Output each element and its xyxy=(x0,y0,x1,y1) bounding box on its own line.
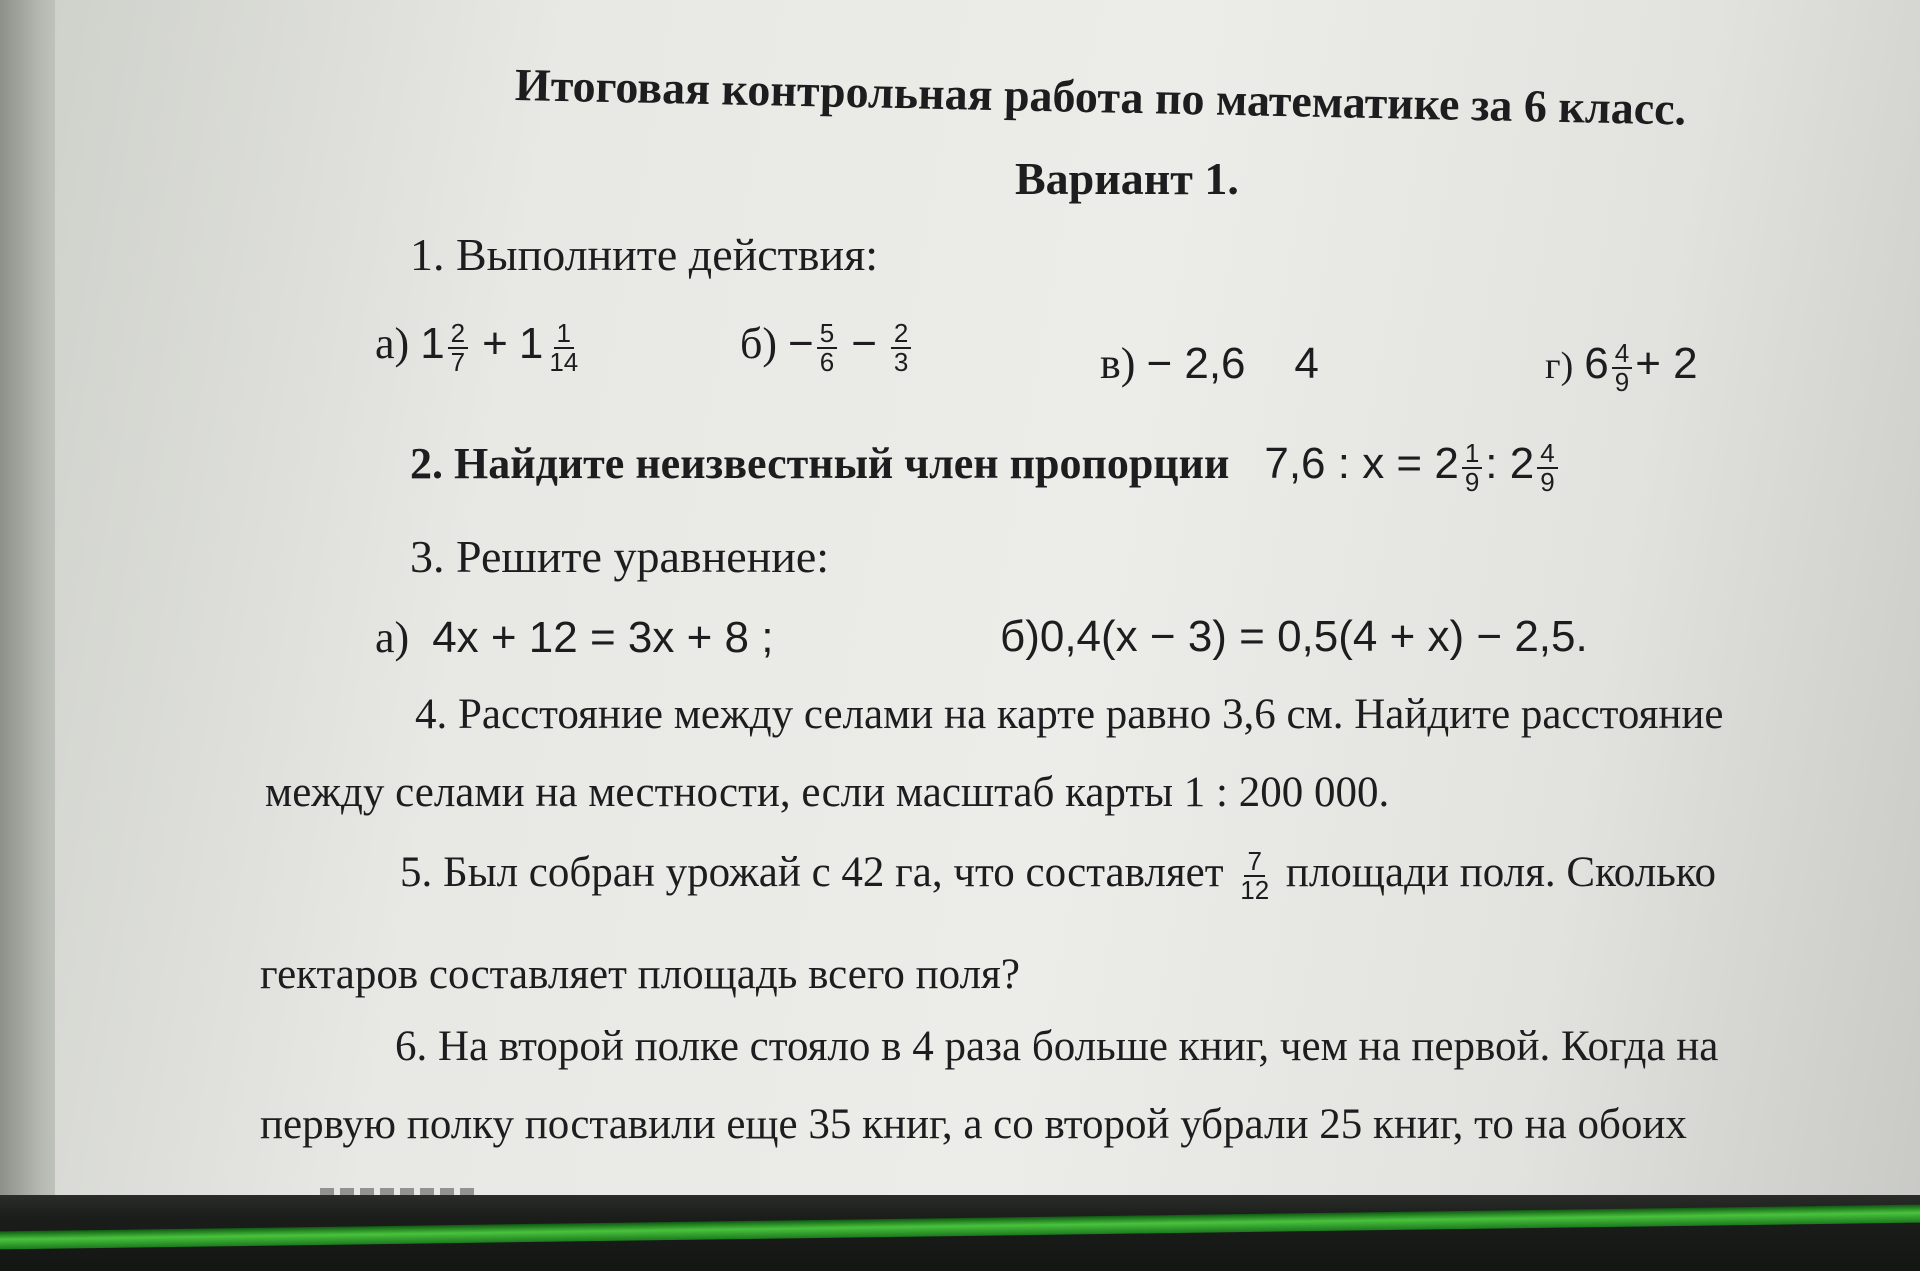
task6-line2: первую полку поставили еще 35 книг, а со второй убрали 25 книг, то на обоих xyxy=(260,1101,1687,1148)
task1-a-operator: + xyxy=(482,319,508,368)
task1-a-label: а) xyxy=(375,319,410,368)
task1-v-expression: − 2,6 4 xyxy=(1146,339,1319,388)
variant-heading: Вариант 1. xyxy=(1015,153,1239,204)
task3-a-label: а) xyxy=(375,613,410,662)
task1-a-whole1: 1 xyxy=(420,319,445,368)
task1-b-minus: − xyxy=(788,319,814,368)
task1-a-whole2: 1 xyxy=(518,319,544,368)
task5-line1 xyxy=(400,848,1716,905)
task1-a-fraction2: $\frac{1}{14}$ xyxy=(549,317,579,377)
task6-line1: 6. На второй полке стояло в 4 раза больше книг, чем на первой. Когда на xyxy=(395,1023,1719,1070)
task1-g xyxy=(1545,338,1698,396)
task5-line2: гектаров составляет площадь всего поля? xyxy=(260,951,1020,998)
task2-fraction2: $\frac{4}{9}$ xyxy=(1537,440,1557,497)
task1-heading: 1. Выполните действия: xyxy=(410,229,879,280)
task1-b-operator: − xyxy=(851,319,877,368)
task2-expression: 7,6 : x = 2 xyxy=(1264,439,1459,488)
task1-v-label: в) xyxy=(1100,339,1136,388)
task5-start: 5. Был собран урожай с 42 га, что составляет xyxy=(400,849,1224,897)
task1-a xyxy=(375,318,584,376)
task2-fraction1: $\frac{1}{9}$ xyxy=(1462,440,1482,497)
task3-a xyxy=(375,612,773,663)
worksheet-page xyxy=(55,0,1920,1200)
task1-v xyxy=(1100,338,1319,389)
task2-text: 2. Найдите неизвестный член пропорции xyxy=(410,439,1230,488)
task1-g-whole: 6 xyxy=(1584,339,1609,388)
task4-line1: 4. Расстояние между селами на карте равно 3,6 см. Найдите расстояние xyxy=(415,691,1724,738)
document-title: Итоговая контрольная работа по математике за 6 класс. xyxy=(514,59,1687,135)
task1-b-fraction1: $\frac{5}{6}$ xyxy=(817,320,837,377)
task3-a-equation: 4x + 12 = 3x + 8 ; xyxy=(432,613,774,662)
task1-g-label: г) xyxy=(1545,345,1574,387)
task5-fraction: $\frac{7}{12}$ xyxy=(1240,846,1270,906)
task2 xyxy=(410,438,1561,496)
task1-g-fraction: $\frac{4}{9}$ xyxy=(1612,340,1632,397)
task3-heading: 3. Решите уравнение: xyxy=(410,531,830,582)
task1-a-fraction1: $\frac{2}{7}$ xyxy=(448,320,468,377)
task1-g-rest: + 2 xyxy=(1635,339,1698,388)
task3-b-equation: б)0,4(x − 3) = 0,5(4 + x) − 2,5. xyxy=(1000,612,1588,661)
task2-colon: : 2 xyxy=(1485,439,1535,488)
task1-b-fraction2: $\frac{2}{3}$ xyxy=(891,320,911,377)
task1-b xyxy=(740,318,914,376)
task4-line2: между селами на местности, если масштаб карты 1 : 200 000. xyxy=(265,769,1390,816)
task1-b-label: б) xyxy=(740,319,778,368)
task5-end: площади поля. Сколько xyxy=(1285,849,1717,897)
